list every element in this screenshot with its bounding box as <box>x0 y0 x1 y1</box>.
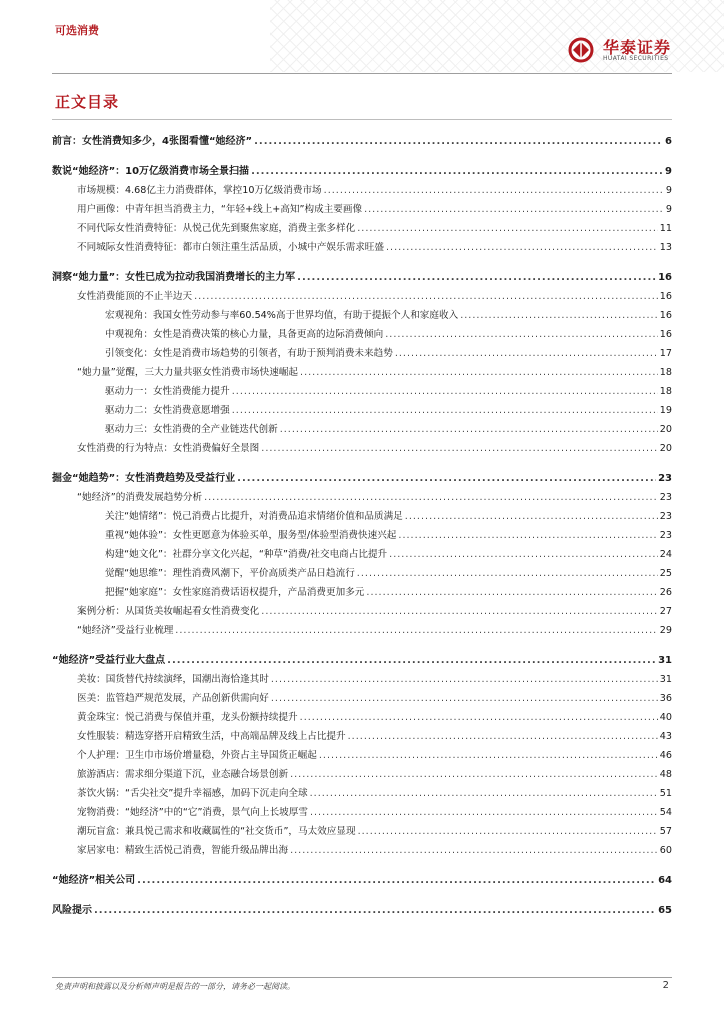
toc-leader-dots <box>290 769 658 781</box>
toc-entry[interactable] <box>52 762 672 781</box>
toc-entry-title: “她经济”相关公司 <box>52 875 136 886</box>
toc-entry-page: 20 <box>659 424 672 435</box>
toc-leader-dots <box>175 625 657 637</box>
toc-leader-dots <box>261 606 658 618</box>
table-of-contents <box>52 129 672 917</box>
toc-entry[interactable] <box>52 379 672 398</box>
toc-entry-page: 20 <box>659 443 672 454</box>
toc-entry-title: 数说“她经济”：10万亿级消费市场全景扫描 <box>52 166 250 177</box>
toc-entry-page: 51 <box>659 788 672 799</box>
toc-entry-page: 65 <box>658 905 672 916</box>
toc-entry-title: 黄金珠宝：悦己消费与保值并重，龙头份额持续提升 <box>77 712 298 723</box>
toc-entry[interactable] <box>52 398 672 417</box>
toc-entry-page: 19 <box>659 405 672 416</box>
toc-entry-page: 9 <box>665 166 672 177</box>
toc-leader-dots <box>319 750 658 762</box>
toc-entry[interactable] <box>52 159 672 178</box>
toc-leader-dots <box>310 788 658 800</box>
toc-entry-page: 23 <box>659 511 672 522</box>
toc-leader-dots <box>386 242 658 254</box>
toc-entry-title: 把握“她家庭”：女性家庭消费话语权提升，产品消费更加多元 <box>105 587 365 598</box>
toc-leader-dots <box>398 530 657 542</box>
toc-leader-dots <box>310 807 658 819</box>
toc-entry[interactable] <box>52 800 672 819</box>
toc-leader-dots <box>237 473 656 485</box>
toc-entry-title: “她经济”受益行业大盘点 <box>52 655 166 666</box>
toc-entry-title: 不同代际女性消费特征：从悦己优先到聚焦家庭，消费主张多样化 <box>77 223 356 234</box>
toc-leader-dots <box>348 731 658 743</box>
toc-entry[interactable] <box>52 542 672 561</box>
toc-entry-title: 觉醒“她思维”：理性消费风潮下，平价高质类产品日趋流行 <box>105 568 355 579</box>
toc-entry-title: 宏观视角：我国女性劳动参与率60.54%高于世界均值，有助于提振个人和家庭收入 <box>105 310 459 321</box>
toc-entry[interactable] <box>52 129 672 148</box>
toc-entry-page: 24 <box>659 549 672 560</box>
toc-entry[interactable] <box>52 360 672 379</box>
toc-leader-dots <box>290 845 658 857</box>
toc-leader-dots <box>357 223 658 235</box>
toc-entry[interactable] <box>52 436 672 455</box>
toc-entry[interactable] <box>52 724 672 743</box>
brand-name-en: HUATAI SECURITIES <box>603 55 669 62</box>
toc-entry[interactable] <box>52 648 672 667</box>
toc-entry-page: 26 <box>659 587 672 598</box>
toc-entry[interactable] <box>52 322 672 341</box>
toc-entry[interactable] <box>52 216 672 235</box>
toc-entry-page: 16 <box>659 310 672 321</box>
toc-entry-title: 女性消费能顶的不止半边天 <box>77 291 193 302</box>
brand-logo <box>567 35 677 67</box>
toc-entry-page: 6 <box>665 136 672 147</box>
toc-entry[interactable] <box>52 561 672 580</box>
toc-entry-page: 9 <box>665 204 672 215</box>
toc-entry[interactable] <box>52 504 672 523</box>
toc-leader-dots <box>232 405 658 417</box>
toc-leader-dots <box>364 204 664 216</box>
toc-entry-title: 案例分析：从国货美妆崛起看女性消费变化 <box>77 606 260 617</box>
toc-entry-page: 29 <box>659 625 672 636</box>
toc-entry-title: 美妆：国货替代持续演绎，国潮出海恰逢其时 <box>77 674 269 685</box>
toc-entry-title: 医美：监管趋严规范发展，产品创新供需向好 <box>77 693 269 704</box>
toc-leader-dots <box>167 655 656 667</box>
huatai-logo-icon <box>567 37 595 63</box>
toc-leader-dots <box>261 443 658 455</box>
toc-entry-page: 54 <box>659 807 672 818</box>
toc-heading-divider <box>52 119 672 120</box>
toc-entry-page: 43 <box>659 731 672 742</box>
toc-entry-title: 市场规模：4.68亿主力消费群体，掌控10万亿级消费市场 <box>77 185 322 196</box>
toc-entry-page: 23 <box>659 530 672 541</box>
toc-entry[interactable] <box>52 284 672 303</box>
toc-entry-title: 个人护理：卫生巾市场价增量稳，外资占主导国货正崛起 <box>77 750 317 761</box>
toc-entry-page: 27 <box>659 606 672 617</box>
header-divider <box>52 73 672 74</box>
toc-leader-dots <box>300 712 658 724</box>
toc-entry-title: 风险提示 <box>52 905 92 916</box>
toc-entry-page: 36 <box>659 693 672 704</box>
toc-entry[interactable] <box>52 417 672 436</box>
toc-entry-title: 重视“她体验”：女性更愿意为体验买单，服务型/体验型消费快速兴起 <box>105 530 397 541</box>
toc-entry-title: “她经济”的消费发展趋势分析 <box>77 492 203 503</box>
toc-entry-page: 18 <box>659 386 672 397</box>
toc-leader-dots <box>280 424 658 436</box>
toc-leader-dots <box>389 549 658 561</box>
toc-entry-page: 9 <box>665 185 672 196</box>
footer-divider <box>52 977 672 978</box>
toc-entry[interactable] <box>52 618 672 637</box>
toc-entry[interactable] <box>52 838 672 857</box>
toc-entry-title: 驱动力三：女性消费的全产业链迭代创新 <box>105 424 278 435</box>
toc-entry-page: 16 <box>658 272 672 283</box>
toc-entry-title: 潮玩盲盒：兼具悦己需求和收藏属性的“社交货币”，马太效应显现 <box>77 826 356 837</box>
toc-entry-title: 驱动力二：女性消费意愿增强 <box>105 405 230 416</box>
toc-entry[interactable] <box>52 197 672 216</box>
toc-entry-page: 18 <box>659 367 672 378</box>
toc-entry[interactable] <box>52 235 672 254</box>
toc-entry[interactable] <box>52 265 672 284</box>
toc-entry[interactable] <box>52 341 672 360</box>
toc-entry-title: 用户画像：中青年担当消费主力，“年轻+线上+高知”构成主要画像 <box>77 204 363 215</box>
toc-entry-page: 31 <box>658 655 672 666</box>
toc-entry-title: “她经济”受益行业梳理 <box>77 625 174 636</box>
toc-entry-title: 驱动力一：女性消费能力提升 <box>105 386 230 397</box>
toc-leader-dots <box>405 511 658 523</box>
toc-leader-dots <box>204 492 658 504</box>
toc-entry-page: 25 <box>659 568 672 579</box>
toc-entry-page: 17 <box>659 348 672 359</box>
toc-entry-page: 11 <box>659 223 672 234</box>
toc-entry-title: 旅游酒店：需求细分渠道下沉，业态融合场景创新 <box>77 769 289 780</box>
toc-entry[interactable] <box>52 743 672 762</box>
toc-leader-dots <box>194 291 658 303</box>
brand-name-cn: 华泰证券 <box>603 38 672 57</box>
toc-entry-page: 16 <box>659 291 672 302</box>
toc-entry-title: 不同城际女性消费特征：都市白领注重生活品质，小城中产娱乐需求旺盛 <box>77 242 384 253</box>
toc-leader-dots <box>232 386 658 398</box>
toc-entry-title: 女性消费的行为特点：女性消费偏好全景图 <box>77 443 260 454</box>
toc-leader-dots <box>271 674 658 686</box>
toc-entry-title: 洞察“她力量”：女性已成为拉动我国消费增长的主力军 <box>52 272 296 283</box>
toc-entry[interactable] <box>52 178 672 197</box>
toc-entry-title: “她力量”觉醒，三大力量共驱女性消费市场快速崛起 <box>77 367 299 378</box>
toc-leader-dots <box>358 826 658 838</box>
toc-entry-title: 家居家电：精致生活悦己消费，智能升级品牌出海 <box>77 845 289 856</box>
toc-leader-dots <box>271 693 658 705</box>
toc-entry-page: 23 <box>658 473 672 484</box>
toc-entry[interactable] <box>52 819 672 838</box>
toc-entry[interactable] <box>52 868 672 887</box>
toc-entry[interactable] <box>52 781 672 800</box>
toc-entry[interactable] <box>52 485 672 504</box>
toc-entry-page: 16 <box>659 329 672 340</box>
toc-entry-page: 48 <box>659 769 672 780</box>
toc-entry[interactable] <box>52 898 672 917</box>
toc-leader-dots <box>251 166 663 178</box>
toc-entry-title: 茶饮火锅：“舌尖社交”提升幸福感，加码下沉走向全球 <box>77 788 308 799</box>
toc-leader-dots <box>94 905 656 917</box>
toc-entry-page: 46 <box>659 750 672 761</box>
toc-leader-dots <box>460 310 658 322</box>
toc-leader-dots <box>297 272 656 284</box>
toc-leader-dots <box>137 875 656 887</box>
toc-entry[interactable] <box>52 466 672 485</box>
toc-entry-title: 宠物消费：“她经济”中的“它”消费，景气向上长坡厚雪 <box>77 807 308 818</box>
toc-leader-dots <box>357 568 658 580</box>
toc-leader-dots <box>300 367 658 379</box>
toc-leader-dots <box>395 348 658 360</box>
toc-entry[interactable] <box>52 599 672 618</box>
toc-entry[interactable] <box>52 303 672 322</box>
toc-entry-page: 64 <box>658 875 672 886</box>
toc-entry-title: 关注“她情绪”：悦己消费占比提升，对消费品追求情绪价值和品质满足 <box>105 511 403 522</box>
toc-entry-title: 掘金“她趋势”：女性消费趋势及受益行业 <box>52 473 236 484</box>
toc-entry-title: 前言：女性消费知多少，4张图看懂“她经济” <box>52 136 253 147</box>
toc-entry-page: 31 <box>659 674 672 685</box>
toc-entry-page: 23 <box>659 492 672 503</box>
toc-entry-page: 13 <box>659 242 672 253</box>
toc-entry[interactable] <box>52 705 672 724</box>
toc-entry-page: 57 <box>659 826 672 837</box>
toc-entry-page: 40 <box>659 712 672 723</box>
page-number: 2 <box>662 980 669 991</box>
toc-entry-title: 构建“她文化”：社群分享文化兴起，“种草”消费/社交电商占比提升 <box>105 549 388 560</box>
toc-entry-title: 引领变化：女性是消费市场趋势的引领者，有助于预判消费未来趋势 <box>105 348 393 359</box>
toc-leader-dots <box>324 185 664 197</box>
toc-heading: 正文目录 <box>55 93 120 111</box>
toc-entry-page: 60 <box>659 845 672 856</box>
toc-entry[interactable] <box>52 580 672 599</box>
toc-entry[interactable] <box>52 667 672 686</box>
footer-disclaimer: 免责声明和披露以及分析师声明是报告的一部分，请务必一起阅读。 <box>55 982 295 991</box>
toc-leader-dots <box>366 587 657 599</box>
toc-entry-title: 女性服装：精选穿搭开启精致生活，中高端品牌及线上占比提升 <box>77 731 346 742</box>
toc-entry[interactable] <box>52 523 672 542</box>
header-category: 可选消费 <box>55 24 99 37</box>
toc-entry-title: 中观视角：女性是消费决策的核心力量，具备更高的边际消费倾向 <box>105 329 384 340</box>
toc-entry[interactable] <box>52 686 672 705</box>
toc-leader-dots <box>385 329 658 341</box>
toc-leader-dots <box>254 136 663 148</box>
